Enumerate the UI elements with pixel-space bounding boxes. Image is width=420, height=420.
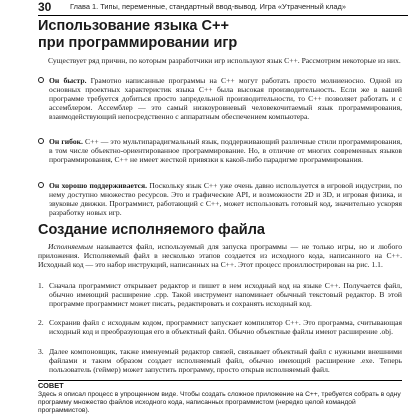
step-number: 2. (38, 318, 44, 327)
numbered-step (38, 318, 402, 336)
chapter-title: Глава 1. Типы, переменные, стандартный ввод-вывод. Игра «Утраченный клад» (70, 2, 346, 11)
step-text: Сначала программист открывает редактор и пишет в нем исходный код на языке С++. Получается файл, обычно имеющий расширение .cpp. Такой инструмент напоминает обычный текстовый редактор. В этой программе программист может писать, редактировать и сохранять исходный код. (49, 281, 402, 309)
circle-bullet-icon (38, 77, 44, 83)
step-number: 3. (38, 347, 44, 356)
running-header (38, 2, 408, 16)
step-number: 1. (38, 281, 44, 290)
section-heading: Создание исполняемого файла (38, 222, 265, 238)
section-heading-line1: Использование языка С++ (38, 18, 229, 34)
section-intro (38, 242, 402, 269)
numbered-step (38, 281, 402, 308)
circle-bullet-icon (38, 182, 44, 188)
term-emphasis: Исполняемым (48, 242, 93, 251)
tip-text: Здесь я описал процесс в упрощенном виде. Чтобы создать сложное приложение на С++, требуется собрать в одну программу множество файлов исходного кода, написанных программистом (нередко целой командой программистов). (38, 391, 401, 415)
bullet-text: Поскольку язык С++ уже очень давно используется в игровой индустрии, по нему доступно множество ресурсов. Это и графические API, и возможности 2D и 3D, и игровая физика, и звуковые движки. Программист, работающий с С++, может использовать готовый код, значительно ускоряя разработку новых игр. (49, 181, 402, 218)
bullet-item (38, 137, 402, 164)
bullet-lead: Он хорошо поддерживается. (49, 181, 148, 190)
bullet-text: С++ — это мультипарадигмальный язык, поддерживающий различные стили программирования, в том числе объектно-ориентированное программирование. Но, в отличие от многих современных языков программирования, С++ не имеет жесткой привязки к какой-либо парадигме программирования. (49, 137, 402, 165)
step-text: Сохранив файл с исходным кодом, программист запускает компилятор С++. Это программа, считывающая исходный код и преобразующая его в объектный файл. Обычно объектные файлы имеют расширение .obj. (49, 318, 402, 337)
bullet-lead: Он гибок. (49, 137, 83, 146)
section-intro: Существует ряд причин, по которым разработчики игр используют язык С++. Рассмотрим некоторые из них. (48, 56, 401, 65)
tip-label: СОВЕТ (38, 381, 64, 390)
bullet-text: Грамотно написанные программы на С++ могут работать просто молниеносно. Одной из основных проектных характеристик языка С++ была высокая производительность. Если же в вашей программе требуется добиться просто запредельной производительности, то С++ позволяет работать и с ассемблером. Ассемблер — это самый низкоуровневый человекочитаемый язык программирования, взаимодействующий непосредственно с аппаратным обеспечением компьютера. (49, 76, 402, 122)
intro-text: называется файл, используемый для запуска программы — не только игры, но и любого приложения. Исполняемый файл в несколько этапов создается из исходного кода, написанного на С++. Исходный код — это набор инструкций, написанных на С++. Этот процесс проиллюстрирован на рис. 1.1. (38, 242, 402, 270)
page-number: 30 (38, 0, 52, 14)
circle-bullet-icon (38, 138, 44, 144)
bullet-item (38, 181, 402, 217)
tip-divider (38, 380, 402, 381)
section-heading-line2: при программировании игр (38, 35, 238, 51)
step-text: Далее компоновщик, также именуемый редактор связей, связывает объектный файл с нужными внешними файлами и таким образом создает исполняемый файл, обычно имеющий расширение .exe. Теперь пользователь (геймер) может запустить программу, просто открыв исполняемый файл. (49, 347, 402, 375)
bullet-item (38, 76, 402, 121)
numbered-step (38, 347, 402, 374)
bullet-lead: Он быстр. (49, 76, 87, 85)
